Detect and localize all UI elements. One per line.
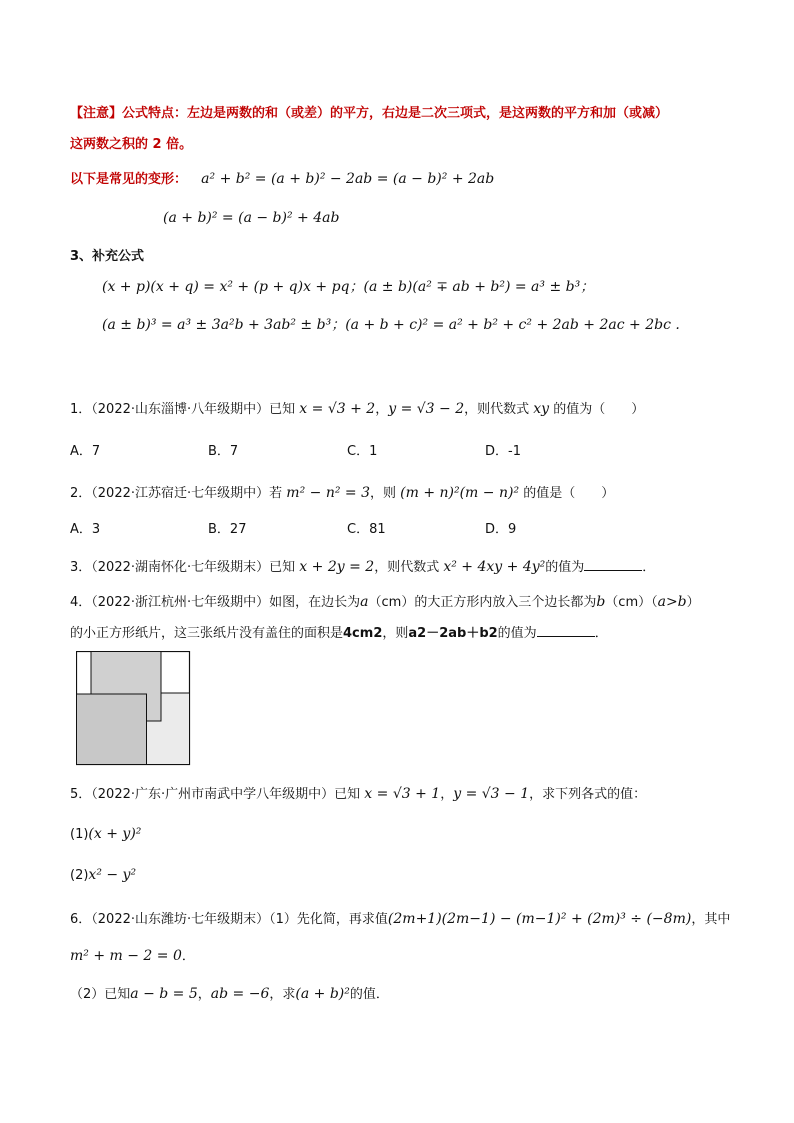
q3-number: 3． [70, 560, 92, 575]
q6-number: 6． [70, 912, 92, 927]
q4-text-c: （cm）（ [605, 595, 658, 610]
q2-option-b: B．27 [208, 522, 247, 537]
note-line-2: 这两数之积的 2 倍。 [70, 137, 193, 152]
q1-sep: ， [375, 402, 389, 417]
q5-sub2-math: x² − y² [88, 867, 137, 883]
q3-text-a: 已知 [269, 560, 296, 575]
q4-area-value: 4cm2 [343, 626, 383, 641]
question-4-line-1 [70, 591, 700, 610]
q4-text-g: 的值为 [497, 626, 537, 641]
q5-sub1-math: (x + y)² [88, 826, 142, 842]
q1-text-b: ，则代数式 [464, 402, 530, 417]
q5-number: 5． [70, 787, 92, 802]
q2-text-c: 的值是（ ） [523, 486, 615, 501]
q5-sub1-label: (1) [70, 827, 89, 842]
small-square-bottom-left [77, 694, 147, 765]
section-3-title: 3、补充公式 [70, 249, 145, 264]
formula-1: a² + b² = (a + b)² − 2ab = (a − b)² + 2ab [201, 171, 495, 187]
q1-source: （2022·山东淄博·八年级期中） [91, 402, 270, 417]
q1-option-c: C．1 [347, 444, 378, 459]
q4-text-d: ） [686, 595, 700, 610]
q4-text-b: （cm）的大正方形内放入三个边长都为 [368, 595, 597, 610]
q5-math-x: x = √3 + 1 [364, 786, 441, 802]
q2-option-c: C．81 [347, 522, 386, 537]
q4-expression: a2－2ab＋b2 [408, 626, 498, 641]
q3-end: ． [642, 560, 656, 575]
q1-number: 1． [70, 402, 92, 417]
q6-part1-text: （1）先化简，再求值 [269, 912, 388, 927]
q4-math-b: b [596, 594, 606, 610]
question-6-line-2 [70, 945, 195, 964]
question-6-part-2 [70, 983, 389, 1002]
q1-math-y: y = √3 − 2 [388, 401, 465, 417]
q1-text-a: 已知 [269, 402, 296, 417]
formula-3: (x + p)(x + q) = x² + (p + q)x + pq；(a ± b)(a² ∓ ab + b²) = a³ ± b³； [102, 279, 595, 295]
q5-sep: ， [440, 787, 454, 802]
q6-part1-end: ． [181, 949, 195, 964]
q1-text-c: 的值为（ ） [553, 402, 645, 417]
q5-text-a: 已知 [334, 787, 361, 802]
formula-4: (a ± b)³ = a³ ± 3a²b + 3ab² ± b³；(a + b + c)² = a² + b² + c² + 2ab + 2ac + 2bc . [102, 317, 680, 333]
question-3 [70, 556, 655, 575]
q3-answer-blank[interactable] [584, 558, 642, 571]
question-5 [70, 783, 646, 802]
q6-part1-math: (2m+1)(2m−1) − (m−1)² + (2m)³ ÷ (−8m) [387, 911, 692, 927]
variants-row [70, 168, 494, 187]
q2-option-d: D．9 [485, 522, 517, 537]
q1-math-x: x = √3 + 2 [299, 401, 376, 417]
q4-answer-blank[interactable] [537, 624, 595, 637]
q2-text-a: 若 [269, 486, 283, 501]
q2-text-b: ，则 [369, 486, 396, 501]
q6-source: （2022·山东潍坊·七年级期末） [91, 912, 270, 927]
q6-part1-text-b: ，其中 [691, 912, 731, 927]
q6-part2-text-c: 的值． [349, 987, 389, 1002]
q4-text-f: ，则 [382, 626, 409, 641]
q3-math-b: x² + 4xy + 4y² [443, 559, 546, 575]
question-1 [70, 398, 644, 417]
q1-option-a: A．7 [70, 444, 101, 459]
q6-part2-math-c: (a + b)² [295, 986, 350, 1002]
q4-end: ． [594, 626, 608, 641]
q1-option-d: D．-1 [485, 444, 521, 459]
q5-sub-2 [70, 867, 136, 883]
q4-number: 4． [70, 595, 92, 610]
question-2 [70, 482, 614, 501]
q2-number: 2． [70, 486, 92, 501]
formula-2: (a + b)² = (a − b)² + 4ab [163, 210, 340, 226]
question-4-line-2 [70, 622, 608, 641]
q6-part2-math-b: ab = −6 [210, 986, 270, 1002]
q3-source: （2022·湖南怀化·七年级期末） [91, 560, 270, 575]
q4-math-condition: a>b [657, 594, 687, 610]
q3-math-a: x + 2y = 2 [299, 559, 375, 575]
q1-math-xy: xy [533, 401, 550, 417]
q6-part2-sep: ， [197, 987, 211, 1002]
question-6-line-1 [70, 908, 730, 927]
q2-option-a: A．3 [70, 522, 101, 537]
q1-option-b: B．7 [208, 444, 239, 459]
q5-sub2-label: (2) [70, 868, 89, 883]
q6-part2-text-a: （2）已知 [70, 987, 131, 1002]
q4-math-a: a [360, 594, 369, 610]
q2-source: （2022·江苏宿迁·七年级期中） [91, 486, 270, 501]
note-line-1: 【注意】公式特点：左边是两数的和（或差）的平方，右边是二次三项式，是这两数的平方和加（或减） [70, 106, 669, 121]
q3-text-b: ，则代数式 [374, 560, 440, 575]
q5-text-b: ，求下列各式的值： [529, 787, 647, 802]
q6-condition: m² + m − 2 = 0 [70, 948, 182, 964]
q3-text-c: 的值为 [545, 560, 585, 575]
q5-source: （2022·广东·广州市南武中学八年级期中） [91, 787, 335, 802]
q2-math-a: m² − n² = 3 [286, 485, 370, 501]
variants-label: 以下是常见的变形： [70, 172, 188, 187]
q4-text-a: 如图，在边长为 [269, 595, 361, 610]
q2-math-b: (m + n)²(m − n)² [400, 485, 520, 501]
q5-sub-1 [70, 826, 141, 842]
q5-math-y: y = √3 − 1 [453, 786, 530, 802]
q6-part2-text-b: ，求 [269, 987, 296, 1002]
q4-squares-figure [76, 651, 191, 766]
q6-part2-math-a: a − b = 5 [130, 986, 198, 1002]
q4-source: （2022·浙江杭州·七年级期中） [91, 595, 270, 610]
q4-text-e: 的小正方形纸片，这三张纸片没有盖住的面积是 [70, 626, 344, 641]
